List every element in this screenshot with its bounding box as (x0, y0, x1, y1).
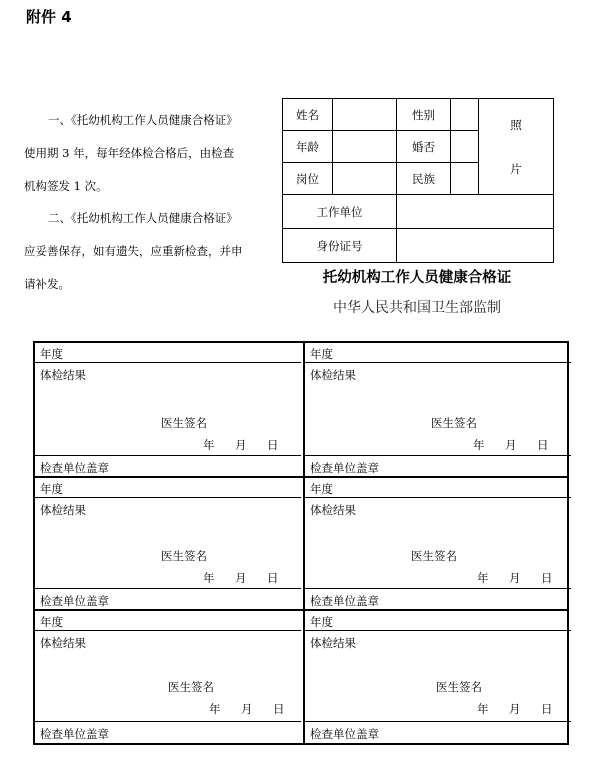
field-age[interactable] (333, 131, 397, 163)
label-workplace: 工作单位 (283, 195, 397, 229)
doctor-signature-label: 医生签名 (168, 680, 214, 694)
label-marital: 婚否 (397, 131, 451, 163)
note-2 (24, 202, 244, 301)
day-unit: 日 (537, 438, 549, 452)
field-name[interactable] (333, 99, 397, 131)
field-gender[interactable] (451, 99, 479, 131)
result-label: 体检结果 (40, 368, 86, 382)
stamp-label: 检查单位盖章 (310, 727, 379, 741)
label-position: 岗位 (283, 163, 333, 195)
exam-record (35, 343, 301, 476)
month-unit: 月 (241, 702, 253, 716)
year-unit: 年 (477, 702, 489, 716)
stamp-label: 检查单位盖章 (40, 727, 109, 741)
stamp-label: 检查单位盖章 (310, 461, 379, 475)
attachment-number: 附件 4 (26, 8, 72, 26)
doctor-signature-label: 医生签名 (161, 416, 207, 430)
exam-record (35, 478, 301, 611)
month-unit: 月 (509, 702, 521, 716)
doctor-signature-label: 医生签名 (411, 549, 457, 563)
stamp-label: 检查单位盖章 (40, 594, 109, 608)
label-name: 姓名 (283, 99, 333, 131)
day-unit: 日 (267, 438, 279, 452)
label-age: 年龄 (283, 131, 333, 163)
field-marital[interactable] (451, 131, 479, 163)
exam-record (35, 611, 301, 744)
month-unit: 月 (235, 438, 247, 452)
exam-record (305, 478, 571, 611)
month-unit: 月 (505, 438, 517, 452)
stamp-label: 检查单位盖章 (40, 461, 109, 475)
certificate-title: 托幼机构工作人员健康合格证 (322, 269, 512, 286)
result-label: 体检结果 (310, 503, 356, 517)
year-label: 年度 (310, 482, 333, 496)
year-label: 年度 (40, 347, 63, 361)
photo-box (479, 99, 554, 195)
stamp-label: 检查单位盖章 (310, 594, 379, 608)
year-unit: 年 (473, 438, 485, 452)
exam-record-grid (33, 341, 569, 745)
field-workplace[interactable] (397, 195, 554, 229)
note-1 (24, 104, 244, 203)
note-1-text: 一、《托幼机构工作人员健康合格证》使用期 3 年，每年经体检合格后，由检查机构签发 1 次。 (24, 113, 238, 193)
year-label: 年度 (40, 615, 63, 629)
year-unit: 年 (203, 438, 215, 452)
year-unit: 年 (203, 571, 215, 585)
day-unit: 日 (541, 702, 553, 716)
day-unit: 日 (273, 702, 285, 716)
photo-label: 照 片 (510, 117, 522, 176)
result-label: 体检结果 (40, 636, 86, 650)
year-unit: 年 (477, 571, 489, 585)
month-unit: 月 (235, 571, 247, 585)
month-unit: 月 (509, 571, 521, 585)
exam-record (305, 611, 571, 744)
label-ethnicity: 民族 (397, 163, 451, 195)
result-label: 体检结果 (310, 636, 356, 650)
year-label: 年度 (310, 347, 333, 361)
doctor-signature-label: 医生签名 (161, 549, 207, 563)
year-label: 年度 (310, 615, 333, 629)
year-label: 年度 (40, 482, 63, 496)
doctor-signature-label: 医生签名 (431, 416, 477, 430)
result-label: 体检结果 (40, 503, 86, 517)
day-unit: 日 (267, 571, 279, 585)
day-unit: 日 (541, 571, 553, 585)
note-2-text: 二、《托幼机构工作人员健康合格证》应妥善保存，如有遗失，应重新检查，并申请补发。 (24, 211, 243, 291)
label-id-number: 身份证号 (283, 229, 397, 263)
field-ethnicity[interactable] (451, 163, 479, 195)
supervisor-line: 中华人民共和国卫生部监制 (333, 300, 501, 316)
label-gender: 性别 (397, 99, 451, 131)
field-id-number[interactable] (397, 229, 554, 263)
result-label: 体检结果 (310, 368, 356, 382)
doctor-signature-label: 医生签名 (436, 680, 482, 694)
personal-info-table (282, 98, 554, 263)
field-position[interactable] (333, 163, 397, 195)
exam-record (305, 343, 571, 476)
year-unit: 年 (209, 702, 221, 716)
